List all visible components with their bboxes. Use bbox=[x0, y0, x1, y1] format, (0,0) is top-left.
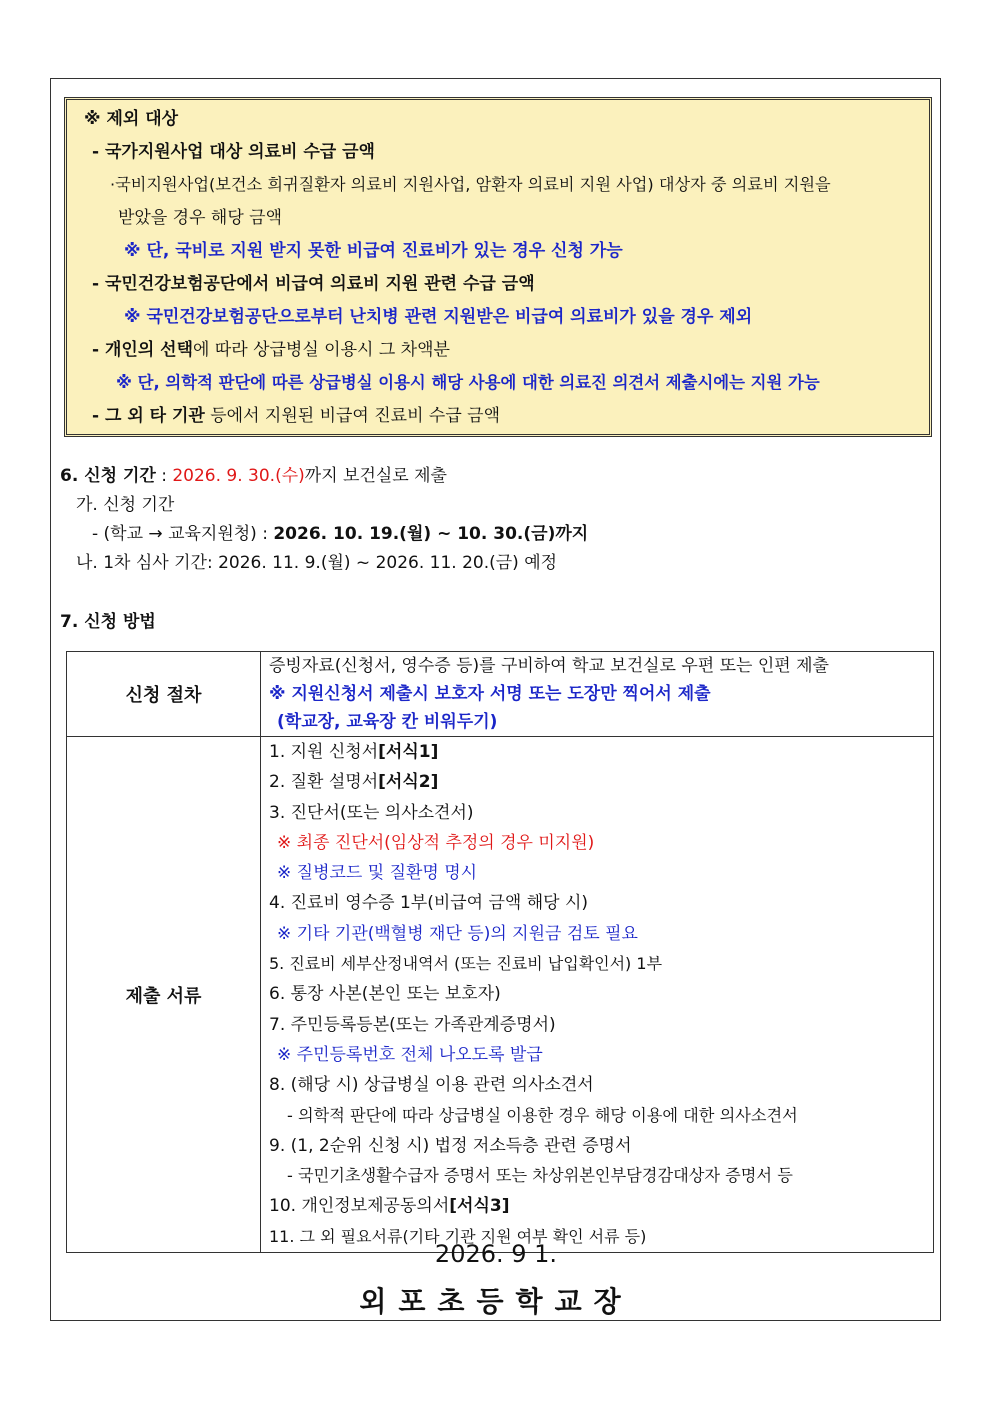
doc-item bbox=[261, 949, 933, 979]
section-6-heading: 6. 신청 기간 bbox=[60, 466, 156, 486]
exclusion-item-1-title: - 국가지원사업 대상 의료비 수급 금액 bbox=[92, 142, 375, 162]
principal-signature: 외포초등학교장 bbox=[359, 1285, 633, 1318]
doc-item bbox=[261, 1131, 933, 1161]
doc-item bbox=[261, 737, 933, 767]
section-6-sub-a: 가. 신청 기간 bbox=[76, 495, 175, 515]
exclusion-item-2-title: - 국민건강보험공단에서 비급여 의료비 지원 관련 수급 금액 bbox=[92, 274, 535, 294]
doc-item-form: [서식2] bbox=[378, 772, 439, 793]
doc-note: ※ 최종 진단서(임상적 추정의 경우 미지원) bbox=[277, 832, 595, 853]
exclusion-item-3-title-bold: - 개인의 선택 bbox=[92, 340, 194, 360]
doc-note: ※ 주민등록번호 전체 나오도록 발급 bbox=[277, 1044, 543, 1065]
exclusion-item-1-desc-b: 받았을 경우 해당 금액 bbox=[118, 208, 283, 228]
section-6-sub-a-item bbox=[92, 522, 588, 546]
doc-sub: - 의학적 판단에 따라 상급병실 이용한 경우 해당 이용에 대한 의사소견서 bbox=[287, 1105, 798, 1125]
doc-item bbox=[261, 979, 933, 1009]
section-6-deadline-rest: 까지 보건실로 제출 bbox=[304, 466, 447, 486]
exclusion-item-4-title bbox=[92, 404, 500, 428]
section-6-deadline: 2026. 9. 30.(수) bbox=[172, 466, 305, 486]
application-table bbox=[66, 651, 934, 1253]
exclusion-item-3-title bbox=[92, 338, 450, 362]
exclusion-item-2-note: ※ 국민건강보험공단으로부터 난치병 관련 지원받은 비급여 의료비가 있을 경우 제외 bbox=[124, 307, 753, 327]
doc-item bbox=[261, 1010, 933, 1040]
doc-item-text: 8. (해당 시) 상급병실 이용 관련 의사소견서 bbox=[269, 1075, 594, 1096]
doc-item-form: [서식3] bbox=[449, 1196, 510, 1217]
procedure-line-1: 증빙자료(신청서, 영수증 등)를 구비하여 학교 보건실로 우편 또는 인편 제출 bbox=[269, 656, 829, 676]
exclusion-item-1-desc-a: ·국비지원사업(보건소 희귀질환자 의료비 지원사업, 암환자 의료비 지원 사업) 대상자 중 의료비 지원을 bbox=[110, 175, 831, 194]
doc-item-text: 5. 진료비 세부산정내역서 (또는 진료비 납입확인서) 1부 bbox=[269, 954, 663, 974]
doc-item bbox=[261, 1070, 933, 1100]
section-7-heading: 7. 신청 방법 bbox=[60, 612, 156, 632]
doc-sub: - 국민기초생활수급자 증명서 또는 차상위본인부담경감대상자 증명서 등 bbox=[287, 1166, 793, 1186]
exclusion-item-4-title-bold: - 그 외 타 기관 bbox=[92, 406, 205, 426]
doc-item bbox=[261, 767, 933, 797]
documents-label: 제출 서류 bbox=[67, 737, 261, 1253]
doc-item-text: 7. 주민등록등본(또는 가족관계증명서) bbox=[269, 1014, 556, 1035]
doc-item-text: 3. 진단서(또는 의사소견서) bbox=[269, 802, 474, 823]
section-6-sub-a-item-bold: 2026. 10. 19.(월) ~ 10. 30.(금)까지 bbox=[273, 524, 589, 544]
exclusion-title: ※ 제외 대상 bbox=[84, 109, 179, 129]
section-6-sep: : bbox=[155, 466, 173, 486]
procedure-content bbox=[261, 652, 934, 737]
doc-item-text: 10. 개인정보제공동의서 bbox=[269, 1196, 450, 1217]
doc-item-text: 9. (1, 2순위 신청 시) 법정 저소득층 관련 증명서 bbox=[269, 1135, 632, 1156]
doc-item-text: 11. 그 외 필요서류(기타 기관 지원 여부 확인 서류 등) bbox=[269, 1226, 647, 1246]
issue-date: 2026. 9 1. bbox=[434, 1240, 558, 1268]
doc-item-form: [서식1] bbox=[378, 742, 439, 762]
documents-content bbox=[261, 737, 934, 1253]
doc-item bbox=[261, 888, 933, 918]
doc-item-text: 2. 질환 설명서 bbox=[269, 772, 379, 793]
doc-item-text: 1. 지원 신청서 bbox=[269, 742, 379, 762]
doc-item bbox=[261, 798, 933, 828]
exclusion-item-1-note: ※ 단, 국비로 지원 받지 못한 비급여 진료비가 있는 경우 신청 가능 bbox=[124, 241, 623, 261]
doc-item-text: 4. 진료비 영수증 1부(비급여 금액 해당 시) bbox=[269, 893, 589, 914]
section-6-sub-b: 나. 1차 심사 기간: 2026. 11. 9.(월) ~ 2026. 11. 20.(금) 예정 bbox=[76, 553, 558, 573]
section-6-heading-line bbox=[60, 464, 447, 488]
procedure-label: 신청 절차 bbox=[67, 652, 261, 737]
section-6-sub-a-item-plain: - (학교 → 교육지원청) : bbox=[92, 524, 274, 544]
doc-note: ※ 기타 기관(백혈병 재단 등)의 지원금 검토 필요 bbox=[277, 923, 638, 944]
exclusion-item-3-note: ※ 단, 의학적 판단에 따른 상급병실 이용시 해당 사용에 대한 의료진 의견서 제출시에는 지원 가능 bbox=[116, 373, 820, 392]
doc-note: ※ 질병코드 및 질환명 명시 bbox=[277, 863, 478, 884]
exclusion-item-3-title-rest: 에 따라 상급병실 이용시 그 차액분 bbox=[193, 340, 450, 360]
table-row-documents bbox=[67, 737, 934, 1253]
doc-item-text: 6. 통장 사본(본인 또는 보호자) bbox=[269, 984, 501, 1005]
table-row-procedure bbox=[67, 652, 934, 737]
procedure-line-2: ※ 지원신청서 제출시 보호자 서명 또는 도장만 찍어서 제출 bbox=[269, 684, 711, 704]
exclusion-item-4-title-rest: 등에서 지원된 비급여 진료비 수급 금액 bbox=[204, 406, 501, 426]
doc-item bbox=[261, 1191, 933, 1221]
procedure-line-3: (학교장, 교육장 칸 비워두기) bbox=[277, 712, 498, 732]
